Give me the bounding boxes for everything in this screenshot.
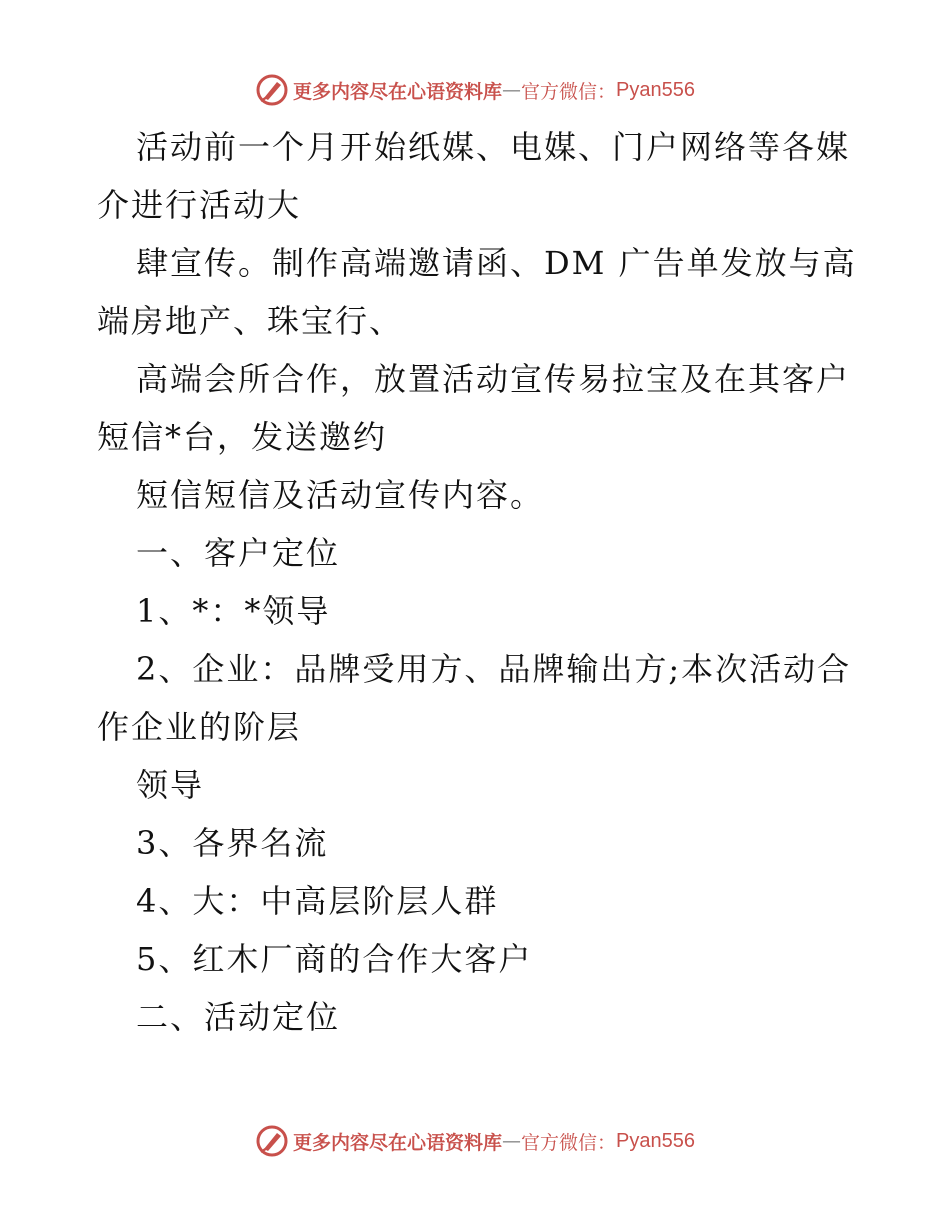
- banner-separator: —: [502, 79, 522, 101]
- paragraph: 领导: [136, 766, 205, 804]
- banner-wechat-id: Pyan556: [616, 1129, 695, 1152]
- paragraph: 肆宣传。制作高端邀请函、DM 广告单发放与高端房地产、珠宝行、: [97, 244, 857, 340]
- quill-logo-icon: [255, 1124, 289, 1158]
- banner-main-text: 更多内容尽在心语资料库: [293, 80, 503, 103]
- paragraph: 高端会所合作，放置活动宣传易拉宝及在其客户短信*台，发送邀约: [97, 360, 851, 456]
- header-banner: [0, 70, 950, 110]
- banner-label: 官方微信：: [521, 80, 617, 103]
- banner-main-text: 更多内容尽在心语资料库: [293, 1131, 503, 1154]
- section-heading: 一、客户定位: [136, 534, 341, 572]
- list-item: 3、各界名流: [136, 824, 329, 862]
- paragraph: 活动前一个月开始纸媒、电媒、门户网络等各媒介进行活动大: [97, 128, 851, 224]
- section-heading: 二、活动定位: [136, 998, 341, 1036]
- list-item: 4、大：中高层阶层人群: [136, 882, 499, 920]
- banner-separator: —: [502, 1130, 522, 1152]
- footer-banner: [0, 1121, 950, 1161]
- banner-wechat-id: Pyan556: [616, 78, 695, 101]
- paragraph: 短信短信及活动宣传内容。: [136, 476, 545, 514]
- quill-logo-icon: [255, 73, 289, 107]
- list-item: 5、红木厂商的合作大客户: [136, 940, 533, 978]
- document-body: [97, 118, 857, 1046]
- list-item: 1、*：*领导: [136, 592, 331, 630]
- list-item: 2、企业：品牌受用方、品牌输出方;本次活动合作企业的阶层: [97, 650, 852, 746]
- banner-label: 官方微信：: [521, 1131, 617, 1154]
